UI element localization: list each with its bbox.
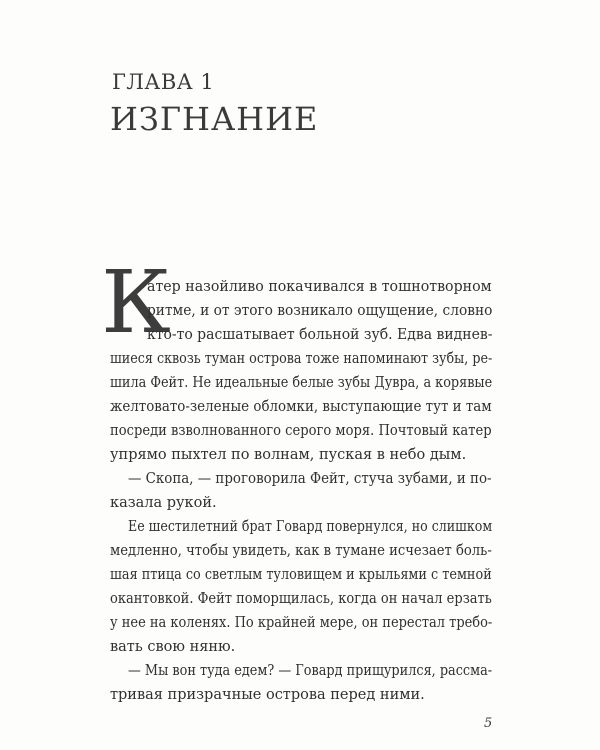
text-line: тривая призрачные острова перед ними. [110,687,425,703]
text-line: шила Фейт. Не идеальные белые зубы Дувра, а корявые [110,375,493,391]
text-line: шиеся сквозь туман острова тоже напоминают зубы, ре- [110,351,493,367]
text-line: медленно, чтобы увидеть, как в тумане исчезает боль- [110,543,492,559]
text-line: шая птица со светлым туловищем и крыльями с темной [110,567,492,583]
page-number: 5 [484,716,493,731]
text-line: упрямо пыхтел по волнам, пуская в небо дым. [110,447,467,463]
text-line: — Скопа, — проговорила Фейт, стуча зубами, и по- [128,471,492,487]
chapter-title: ИЗГНАНИЕ [110,100,319,138]
text-line: атер назойливо покачивался в тошнотворном [147,279,492,295]
text-line: кто-то расшатывает больной зуб. Едва виднев- [147,327,493,343]
text-line: посреди взволнованного серого моря. Почтовый катер [110,423,492,439]
text-line: у нее на коленях. По крайней мере, он перестал требо- [110,615,493,631]
text-line: Ее шестилетний брат Говард повернулся, но слишком [128,519,493,535]
chapter-label: ГЛАВА 1 [112,70,215,94]
text-line: вать свою няню. [110,639,236,655]
text-line: желтовато-зеленые обломки, выступающие тут и там [110,399,492,415]
text-line: — Мы вон туда едем? — Говард прищурился, рассма- [128,663,493,679]
text-line: ритме, и от этого возникало ощущение, словно [147,303,493,319]
text-line: окантовкой. Фейт поморщилась, когда он начал ерзать [110,591,492,607]
drop-cap: К [101,253,171,353]
text-line: казала рукой. [110,495,217,511]
